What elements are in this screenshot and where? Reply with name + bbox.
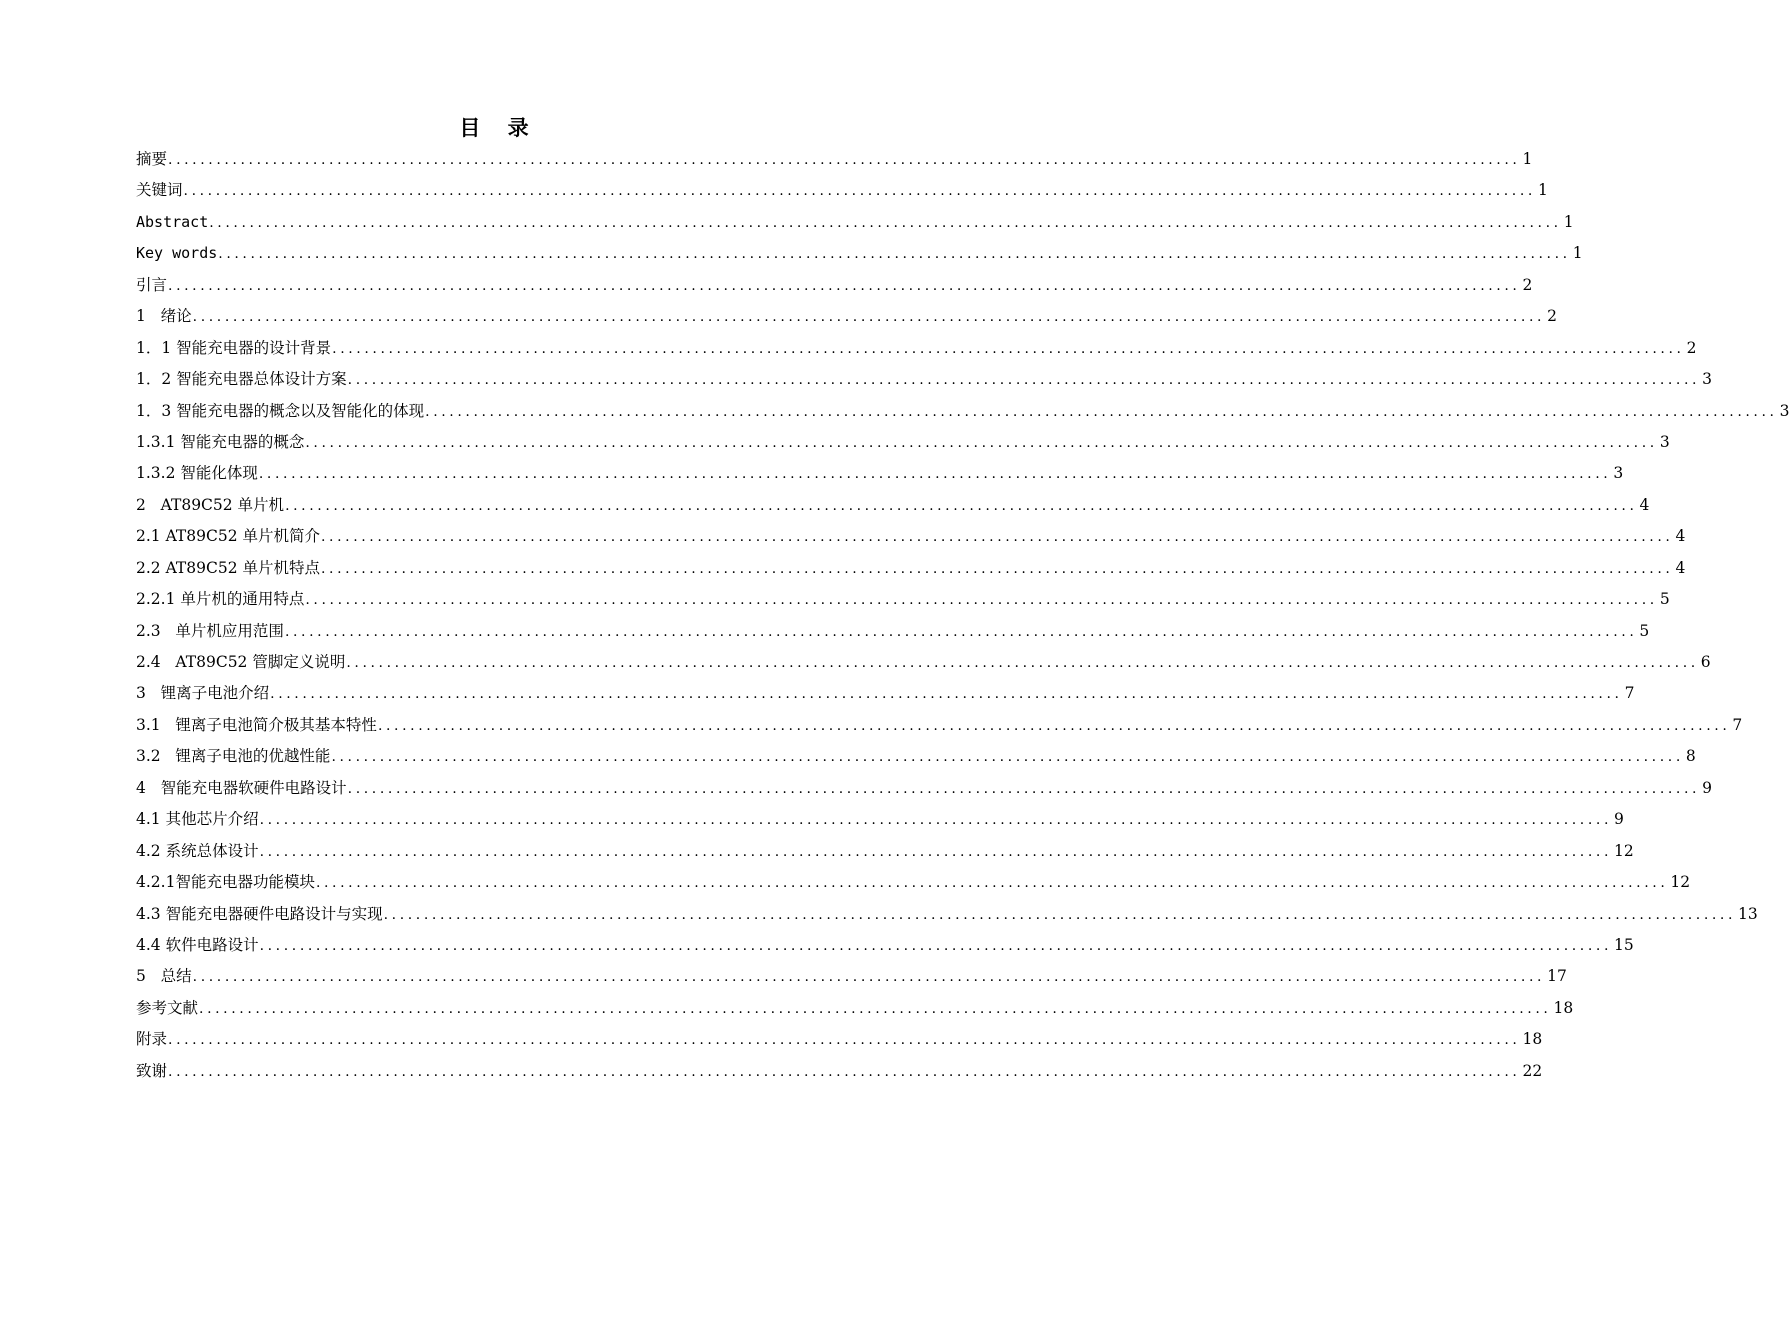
toc-entry-page-number: 2 xyxy=(1522,275,1533,294)
toc-entry-page-number: 2 xyxy=(1547,307,1557,326)
toc-entry-label: 4.2.1智能充电器功能模块 xyxy=(136,873,315,892)
toc-entry-page-number: 4 xyxy=(1639,495,1650,514)
toc-entry-label: 1.3.1 智能充电器的概念 xyxy=(136,432,305,451)
toc-entry[interactable] xyxy=(136,867,1691,898)
toc-dot-leader: ........................................................................................................................................................................ xyxy=(305,592,1658,609)
toc-entry-label: 1．3 智能充电器的概念以及智能化的体现 xyxy=(136,401,425,420)
toc-entry-label: 4.2 系统总体设计 xyxy=(136,841,259,860)
toc-entry-page-number: 5 xyxy=(1639,621,1650,640)
toc-entry-label: 附录 xyxy=(136,1030,168,1049)
toc-entry[interactable] xyxy=(136,773,1712,804)
toc-dot-leader: ........................................................................................................................................................................ xyxy=(425,403,1778,420)
page-title: 目 录 xyxy=(459,116,539,140)
toc-entry-label: Key words xyxy=(136,244,218,263)
toc-dot-leader: ........................................................................................................................................................................ xyxy=(192,969,1546,986)
toc-entry[interactable] xyxy=(136,144,1533,175)
toc-entry-label: 2.3 单片机应用范围 xyxy=(136,621,284,640)
toc-dot-leader: ........................................................................................................................................................................ xyxy=(284,623,1638,640)
toc-entry-label: 2.2 AT89C52 单片机特点 xyxy=(136,558,320,577)
toc-dot-leader: ........................................................................................................................................................................ xyxy=(259,937,1613,954)
toc-entry-page-number: 4 xyxy=(1675,558,1686,577)
toc-entry-page-number: 7 xyxy=(1624,684,1635,703)
toc-entry-label: 4.1 其他芯片介绍 xyxy=(136,810,259,829)
toc-entry-page-number: 3 xyxy=(1779,401,1789,420)
toc-entry-label: 2 AT89C52 单片机 xyxy=(136,495,285,514)
toc-entry-page-number: 18 xyxy=(1553,998,1574,1017)
toc-entry[interactable] xyxy=(136,490,1650,521)
toc-entry[interactable] xyxy=(136,1056,1543,1087)
toc-dot-leader: ........................................................................................................................................................................ xyxy=(347,780,1701,797)
toc-entry[interactable] xyxy=(136,678,1635,709)
toc-dot-leader: ........................................................................................................................................................................ xyxy=(305,434,1658,451)
toc-entry-label: 引言 xyxy=(136,275,168,294)
toc-entry[interactable] xyxy=(136,647,1711,678)
toc-dot-leader: ........................................................................................................................................................................ xyxy=(259,843,1613,860)
toc-dot-leader: ........................................................................................................................................................................ xyxy=(346,655,1699,671)
toc-entry[interactable] xyxy=(136,993,1574,1024)
toc-entry-page-number: 22 xyxy=(1522,1061,1543,1080)
toc-dot-leader: ........................................................................................................................................................................ xyxy=(192,309,1546,326)
toc-entry[interactable] xyxy=(136,710,1743,741)
toc-entry-label: 1．1 智能充电器的设计背景 xyxy=(136,338,332,357)
toc-dot-leader: ........................................................................................................................................................................ xyxy=(183,183,1536,200)
toc-entry[interactable] xyxy=(136,458,1624,489)
toc-entry[interactable] xyxy=(136,270,1533,301)
toc-entry-page-number: 1 xyxy=(1522,150,1533,168)
toc-dot-leader: ........................................................................................................................................................................ xyxy=(218,246,1571,263)
toc-entry-page-number: 2 xyxy=(1686,338,1697,357)
toc-entry[interactable] xyxy=(136,553,1686,584)
toc-dot-leader: ........................................................................................................................................................................ xyxy=(347,372,1701,389)
toc-entry[interactable] xyxy=(136,1024,1543,1055)
toc-entry-label: 4 智能充电器软硬件电路设计 xyxy=(136,778,347,797)
toc-entry[interactable] xyxy=(136,396,1789,427)
toc-entry-label: 4.4 软件电路设计 xyxy=(136,935,259,954)
toc-entry-label: 2.1 AT89C52 单片机简介 xyxy=(136,527,320,546)
toc-dot-leader: ........................................................................................................................................................................ xyxy=(315,875,1669,892)
toc-dot-leader: ........................................................................................................................................................................ xyxy=(332,340,1685,357)
toc-entry[interactable] xyxy=(136,899,1758,930)
toc-entry[interactable] xyxy=(136,584,1670,615)
toc-entry[interactable] xyxy=(136,333,1697,364)
toc-entry[interactable] xyxy=(136,301,1557,332)
toc-entry-page-number: 12 xyxy=(1614,841,1634,860)
toc-entry-label: 3 锂离子电池介绍 xyxy=(136,684,270,703)
toc-dot-leader: ........................................................................................................................................................................ xyxy=(209,214,1562,231)
toc-dot-leader: ........................................................................................................................................................................ xyxy=(168,152,1521,168)
toc-entry-label: 2.2.1 单片机的通用特点 xyxy=(136,590,305,609)
toc-entry[interactable] xyxy=(136,364,1712,395)
toc-dot-leader: ........................................................................................................................................................................ xyxy=(168,277,1521,294)
toc-entry[interactable] xyxy=(136,427,1670,458)
toc-dot-leader: ........................................................................................................................................................................ xyxy=(383,906,1737,923)
toc-entry-label: 摘要 xyxy=(136,150,168,168)
toc-entry-page-number: 1 xyxy=(1563,212,1574,231)
toc-dot-leader: ........................................................................................................................................................................ xyxy=(258,466,1612,483)
toc-entry-label: 1.3.2 智能化体现 xyxy=(136,464,258,483)
toc-dot-leader: ........................................................................................................................................................................ xyxy=(259,812,1613,829)
toc-entry[interactable] xyxy=(136,804,1624,835)
toc-dot-leader: ........................................................................................................................................................................ xyxy=(321,529,1674,546)
toc-entry-page-number: 3 xyxy=(1613,464,1624,483)
toc-entry-label: 1．2 智能充电器总体设计方案 xyxy=(136,370,347,389)
toc-entry-page-number: 1 xyxy=(1537,181,1548,200)
toc-entry-page-number: 5 xyxy=(1659,590,1670,609)
toc-dot-leader: ........................................................................................................................................................................ xyxy=(270,686,1623,703)
toc-entry-label: 5 总结 xyxy=(136,967,192,986)
toc-entry-label: 参考文献 xyxy=(136,998,199,1017)
toc-dot-leader: ........................................................................................................................................................................ xyxy=(168,1032,1521,1049)
toc-entry-page-number: 4 xyxy=(1675,527,1686,546)
toc-entry-label: 1 绪论 xyxy=(136,307,192,326)
toc-entry-label: Abstract xyxy=(136,212,209,231)
table-of-contents xyxy=(136,144,1789,1087)
toc-entry-label: 3.2 锂离子电池的优越性能 xyxy=(136,747,331,766)
toc-entry-label: 3.1 锂离子电池简介极其基本特性 xyxy=(136,715,377,734)
toc-entry[interactable] xyxy=(136,521,1686,552)
toc-entry-page-number: 9 xyxy=(1614,810,1624,829)
toc-dot-leader: ........................................................................................................................................................................ xyxy=(321,560,1674,577)
toc-entry-page-number: 15 xyxy=(1614,935,1634,954)
toc-entry-page-number: 13 xyxy=(1738,904,1758,923)
toc-entry[interactable] xyxy=(136,836,1634,867)
toc-entry-page-number: 3 xyxy=(1659,432,1670,451)
toc-entry-label: 4.3 智能充电器硬件电路设计与实现 xyxy=(136,904,383,923)
toc-entry-page-number: 17 xyxy=(1547,967,1567,986)
toc-entry[interactable] xyxy=(136,175,1548,206)
toc-entry[interactable] xyxy=(136,930,1634,961)
toc-dot-leader: ........................................................................................................................................................................ xyxy=(285,497,1638,514)
toc-entry-label: 2.4 AT89C52 管脚定义说明 xyxy=(136,653,346,671)
toc-entry-page-number: 12 xyxy=(1670,873,1691,892)
toc-entry-page-number: 7 xyxy=(1732,715,1743,734)
toc-entry[interactable] xyxy=(136,207,1574,238)
toc-entry[interactable] xyxy=(136,961,1567,992)
toc-entry-page-number: 6 xyxy=(1700,653,1711,671)
toc-entry-page-number: 9 xyxy=(1702,778,1712,797)
toc-dot-leader: ........................................................................................................................................................................ xyxy=(168,1063,1521,1080)
toc-entry-page-number: 1 xyxy=(1572,244,1583,263)
toc-dot-leader: ........................................................................................................................................................................ xyxy=(331,749,1684,766)
toc-entry[interactable] xyxy=(136,616,1650,647)
toc-dot-leader: ........................................................................................................................................................................ xyxy=(199,1000,1552,1017)
toc-entry-page-number: 18 xyxy=(1522,1030,1543,1049)
toc-entry[interactable] xyxy=(136,741,1696,772)
toc-entry-label: 关键词 xyxy=(136,181,183,200)
toc-entry-label: 致谢 xyxy=(136,1061,168,1080)
toc-entry-page-number: 3 xyxy=(1702,370,1712,389)
toc-entry[interactable] xyxy=(136,238,1583,269)
toc-entry-page-number: 8 xyxy=(1685,747,1696,766)
toc-dot-leader: ........................................................................................................................................................................ xyxy=(377,717,1731,734)
